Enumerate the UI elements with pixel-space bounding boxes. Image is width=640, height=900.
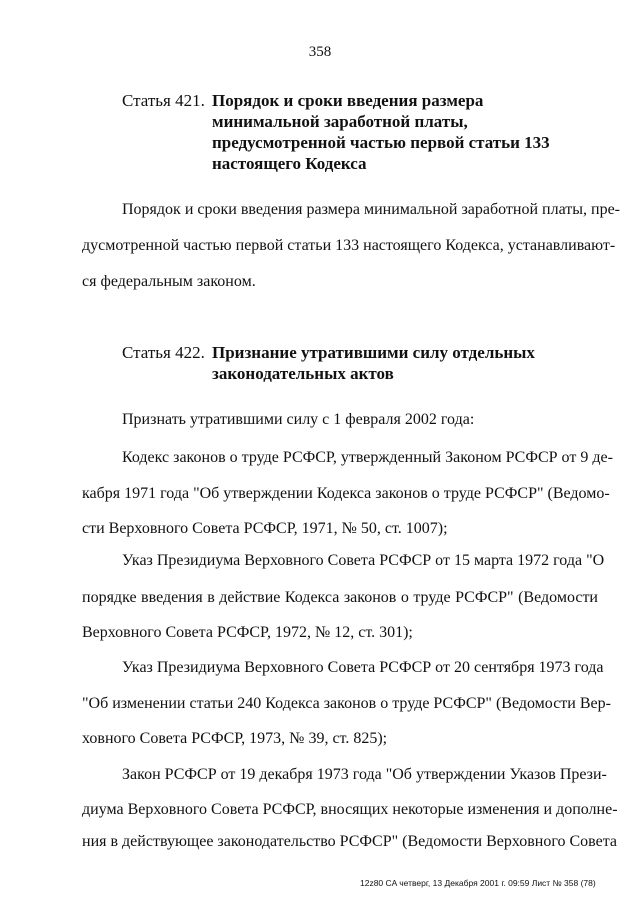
article-heading-421	[122, 90, 592, 174]
article-title-line: законодательных актов	[212, 364, 394, 383]
body-line: порядке введения в действие Кодекса законов о труде РСФСР" (Ведомости	[82, 589, 598, 606]
body-line: Порядок и сроки введения размера минимальной заработной платы, пре-	[122, 201, 620, 218]
body-line: ния в действующее законодательство РСФСР" (Ведомости Верховного Совета	[82, 833, 618, 850]
article-title	[212, 342, 582, 384]
body-line: Указ Президиума Верховного Совета РСФСР от 20 сентября 1973 года	[122, 659, 604, 676]
article-heading-422	[122, 342, 592, 384]
body-line: Признать утратившими силу с 1 февраля 2002 года:	[122, 411, 475, 428]
body-line: Кодекс законов о труде РСФСР, утвержденный Законом РСФСР от 9 де-	[122, 449, 613, 466]
body-line: "Об изменении статьи 240 Кодекса законов о труде РСФСР" (Ведомости Вер-	[82, 695, 611, 712]
article-title-line: Порядок и сроки введения размера	[212, 91, 484, 110]
body-line: Указ Президиума Верховного Совета РСФСР от 15 марта 1972 года "О	[122, 552, 605, 569]
body-line: Закон РСФСР от 19 декабря 1973 года "Об утверждении Указов Прези-	[122, 766, 607, 783]
article-title	[212, 90, 582, 174]
article-title-line: Признание утратившими силу отдельных	[212, 343, 535, 362]
body-line: Верховного Совета РСФСР, 1972, № 12, ст. 301);	[82, 624, 413, 641]
article-title-line: предусмотренной частью первой статьи 133	[212, 133, 550, 152]
body-line: кабря 1971 года "Об утверждении Кодекса законов о труде РСФСР" (Ведомо-	[82, 485, 610, 502]
body-line: ховного Совета РСФСР, 1973, № 39, ст. 825);	[82, 730, 388, 747]
article-label: Статья 421.	[122, 91, 205, 110]
page-number: 358	[308, 44, 332, 60]
article-title-line: минимальной заработной платы,	[212, 112, 468, 131]
body-line: сти Верховного Совета РСФСР, 1971, № 50, ст. 1007);	[82, 520, 448, 537]
body-line: дусмотренной частью первой статьи 133 настоящего Кодекса, устанавливают-	[82, 237, 616, 254]
body-line: диума Верховного Совета РСФСР, вносящих некоторые изменения и дополне-	[82, 801, 618, 818]
article-title-line: настоящего Кодекса	[212, 154, 367, 173]
article-label: Статья 422.	[122, 343, 205, 362]
page-footer: 12z80 CA четверг, 13 Декабря 2001 г. 09:59 Лист № 358 (78)	[360, 878, 596, 888]
body-line: ся федеральным законом.	[82, 273, 256, 290]
